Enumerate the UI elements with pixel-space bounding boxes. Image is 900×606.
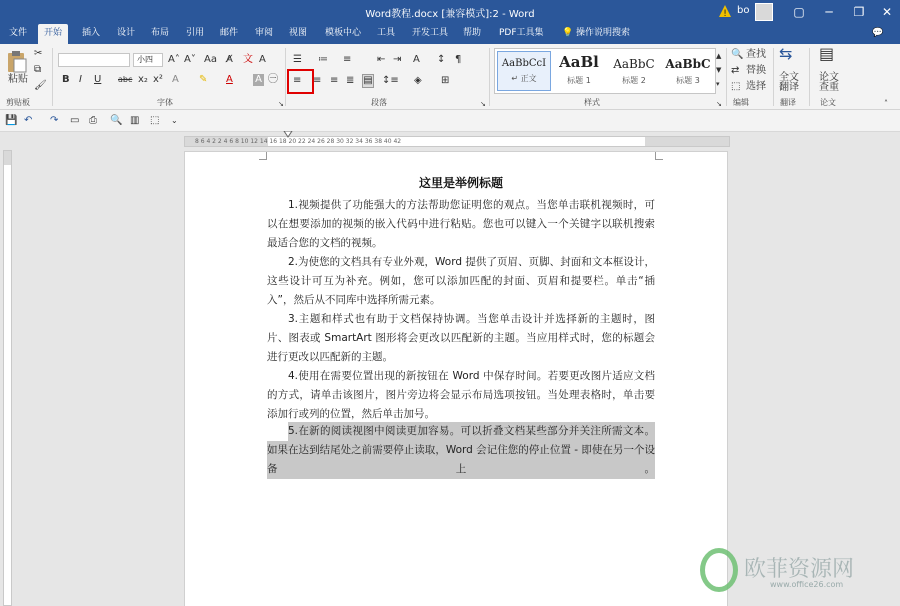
align-left-icon[interactable]: ≡ bbox=[293, 75, 302, 86]
line-spacing-icon[interactable]: ↕≡ bbox=[382, 75, 399, 86]
paragraph-4[interactable]: 4.使用在需要位置出现的新按钮在 Word 中保存时间。若要更改图片适应文档的方式，请单击该图片，图片旁边将会显示布局选项按钮。当处理表格时，单击要添加行或列的位置，然后单击加号。 bbox=[267, 370, 655, 420]
style-name: ↵ 正文 bbox=[511, 74, 537, 83]
tab-template-center[interactable]: 模板中心 bbox=[325, 28, 362, 38]
divider bbox=[489, 48, 490, 106]
sort-icon[interactable]: ↕ bbox=[437, 54, 446, 65]
styles-scroll-down-icon[interactable]: ▼ bbox=[716, 66, 722, 74]
styles-scroll-up-icon[interactable]: ▲ bbox=[716, 52, 722, 60]
paragraph-2[interactable]: 2.为使您的文档具有专业外观，Word 提供了页眉、页脚、封面和文本框设计，这些设计可互为补充。例如，您可以添加匹配的封面、页眉和提要栏。单击“插入”，然后从不同库中选择所需元素。 bbox=[267, 256, 655, 306]
underline-button[interactable]: U bbox=[94, 74, 102, 85]
tab-pdf-tools[interactable]: PDF工具集 bbox=[499, 28, 544, 38]
style-preview: AaBl bbox=[559, 53, 599, 71]
bullets-icon[interactable]: ☰ bbox=[293, 54, 302, 65]
divider bbox=[285, 48, 286, 106]
vertical-scrollbar[interactable] bbox=[888, 150, 900, 606]
text-effects-icon[interactable]: A bbox=[172, 74, 179, 85]
paragraph-dialog-launcher-icon[interactable]: ↘ bbox=[480, 100, 486, 108]
tab-home[interactable]: 开始 bbox=[38, 24, 68, 44]
find-icon[interactable]: 🔍 bbox=[731, 49, 744, 60]
select-icon[interactable]: ⬚ bbox=[731, 81, 741, 92]
translate-icon[interactable]: ⇆ bbox=[779, 44, 793, 63]
undo-icon[interactable]: ↶ bbox=[24, 115, 33, 126]
decrease-indent-icon[interactable]: ⇤ bbox=[377, 54, 386, 65]
paragraph-3[interactable]: 3.主题和样式也有助于文档保持协调。当您单击设计并选择新的主题时，图片、图表或 SmartArt 图形将会更改以匹配新的主题。当应用样式时，您的标题会进行更改以匹配新的主题。 bbox=[267, 313, 655, 363]
print-preview-icon[interactable]: ▭ bbox=[70, 115, 80, 126]
paste-icon[interactable] bbox=[6, 50, 28, 74]
select-button[interactable]: 选择 bbox=[746, 81, 766, 92]
touch-mode-icon[interactable]: ⬚ bbox=[150, 115, 160, 126]
change-case-icon[interactable]: Aa bbox=[204, 54, 217, 65]
minimize-button[interactable]: ─ bbox=[825, 5, 833, 19]
font-size-select[interactable]: 小四 bbox=[133, 53, 163, 67]
ruler-right-margin bbox=[645, 137, 729, 146]
group-label-styles: 样式 bbox=[584, 98, 600, 107]
numbering-icon[interactable]: ≔ bbox=[318, 54, 328, 65]
multilevel-list-icon[interactable]: ≡ bbox=[343, 54, 352, 65]
increase-indent-icon[interactable]: ⇥ bbox=[393, 54, 402, 65]
maximize-button[interactable]: ❐ bbox=[853, 5, 865, 19]
paper-check-line2[interactable]: 查重 bbox=[819, 82, 839, 93]
cut-icon[interactable]: ✂ bbox=[34, 48, 43, 59]
ribbon-display-options-icon[interactable]: ▢ bbox=[793, 5, 805, 19]
paper-check-icon[interactable]: ▤ bbox=[819, 44, 835, 63]
styles-dialog-launcher-icon[interactable]: ↘ bbox=[716, 100, 722, 108]
divider bbox=[726, 48, 727, 106]
tab-help[interactable]: 帮助 bbox=[463, 28, 482, 38]
strikethrough-button[interactable]: abc bbox=[118, 75, 133, 84]
divider bbox=[809, 48, 810, 106]
paper-check-line1[interactable]: 论文 bbox=[819, 72, 839, 83]
group-label-paper: 论文 bbox=[820, 98, 836, 107]
style-name: 标题 3 bbox=[676, 76, 700, 85]
style-heading-3[interactable] bbox=[661, 51, 715, 91]
paragraph-5-selected[interactable]: 5.在新的阅读视图中阅读更加容易。可以折叠文档某些部分并关注所需文本。如果在达到结尾处之前需要停止读取，Word 会记住您的停止位置 - 即使在另一个设备上。 bbox=[267, 425, 655, 475]
tab-references[interactable]: 引用 bbox=[186, 28, 205, 38]
redo-icon[interactable]: ↷ bbox=[50, 115, 59, 126]
divider bbox=[773, 48, 774, 106]
horizontal-ruler[interactable] bbox=[184, 136, 730, 147]
watermark bbox=[700, 548, 900, 606]
style-preview: AaBbC bbox=[613, 57, 655, 71]
tab-insert[interactable]: 插入 bbox=[82, 28, 101, 38]
vertical-ruler[interactable] bbox=[3, 150, 12, 606]
group-label-translate: 翻译 bbox=[780, 98, 796, 107]
style-heading-1[interactable] bbox=[552, 51, 606, 91]
avatar[interactable] bbox=[755, 3, 773, 21]
subscript-button[interactable]: x₂ bbox=[138, 74, 148, 85]
replace-button[interactable]: 替换 bbox=[746, 65, 766, 76]
style-heading-2[interactable] bbox=[607, 51, 661, 91]
warning-icon[interactable] bbox=[718, 4, 732, 18]
styles-gallery bbox=[494, 48, 716, 94]
tab-developer[interactable]: 开发工具 bbox=[412, 28, 449, 38]
tell-me-search[interactable]: 操作说明搜索 bbox=[576, 28, 631, 38]
styles-more-icon[interactable]: ▾ bbox=[716, 80, 720, 88]
quick-print-icon[interactable]: ⎙ bbox=[89, 115, 97, 126]
shrink-font-icon[interactable]: A˅ bbox=[184, 54, 196, 65]
user-name[interactable]: bo bbox=[737, 5, 750, 16]
highlight-annotation-box bbox=[287, 69, 314, 94]
group-label-editing: 编辑 bbox=[733, 98, 749, 107]
distributed-icon[interactable]: ▤ bbox=[363, 75, 373, 86]
align-center-icon[interactable]: ≡ bbox=[313, 75, 322, 86]
document-page[interactable] bbox=[184, 151, 728, 606]
translate-button-line2[interactable]: 翻译 bbox=[779, 82, 799, 93]
replace-icon[interactable]: ⇄ bbox=[731, 65, 740, 76]
superscript-button[interactable]: x² bbox=[153, 74, 163, 85]
group-label-clipboard: 剪贴板 bbox=[6, 98, 30, 107]
style-normal[interactable] bbox=[497, 51, 551, 91]
comments-icon[interactable]: 💬 bbox=[872, 28, 884, 38]
clear-formatting-icon[interactable]: A̸ bbox=[226, 54, 233, 65]
style-name: 标题 1 bbox=[567, 76, 591, 85]
style-preview: AaBbCcI bbox=[501, 58, 547, 69]
watermark-logo-icon bbox=[700, 548, 738, 592]
quick-access-toolbar bbox=[0, 110, 900, 132]
grow-font-icon[interactable]: A˄ bbox=[168, 54, 180, 65]
ruler-labels: 8 6 4 2 2 4 6 8 10 12 14 16 18 20 22 24 26 28 30 32 34 36 38 40 42 bbox=[195, 138, 402, 145]
spelling-icon[interactable]: ▥ bbox=[130, 115, 140, 126]
watermark-url: www.office26.com bbox=[770, 580, 844, 589]
svg-text:!: ! bbox=[723, 9, 727, 18]
tab-review[interactable]: 审阅 bbox=[255, 28, 274, 38]
paragraph-1[interactable]: 1.视频提供了功能强大的方法帮助您证明您的观点。当您单击联机视频时，可以在想要添加的视频的嵌入代码中进行粘贴。您也可以键入一个关键字以联机搜索最适合您的文档的视频。 bbox=[267, 199, 655, 249]
italic-button[interactable]: I bbox=[79, 74, 82, 85]
tab-view[interactable]: 视图 bbox=[289, 28, 308, 38]
shading-icon[interactable]: ◈ bbox=[414, 75, 422, 86]
group-label-paragraph: 段落 bbox=[371, 98, 387, 107]
ribbon bbox=[0, 44, 900, 110]
corner-mark bbox=[655, 152, 663, 160]
corner-mark bbox=[259, 152, 267, 160]
chinese-layout-icon[interactable]: A bbox=[413, 54, 420, 65]
customize-qat-icon[interactable]: ⌄ bbox=[171, 116, 178, 125]
font-dialog-launcher-icon[interactable]: ↘ bbox=[278, 100, 284, 108]
translate-button-line1[interactable]: 全文 bbox=[779, 72, 799, 83]
style-name: 标题 2 bbox=[622, 76, 646, 85]
copy-icon[interactable]: ⧉ bbox=[34, 64, 42, 75]
bold-button[interactable]: B bbox=[62, 74, 70, 85]
collapse-ribbon-icon[interactable]: ˄ bbox=[884, 99, 888, 108]
watermark-text: 欧菲资源网 bbox=[744, 557, 855, 582]
ruler-top-margin bbox=[4, 151, 11, 165]
ribbon-tabs bbox=[0, 24, 900, 44]
character-border-icon[interactable]: A bbox=[259, 54, 266, 65]
justify-icon[interactable]: ≣ bbox=[346, 75, 355, 86]
document-title[interactable]: 这里是举例标题 bbox=[418, 176, 503, 190]
highlight-icon[interactable]: ✎ bbox=[199, 74, 208, 85]
character-shading-icon[interactable]: A bbox=[253, 74, 264, 86]
title-bar bbox=[0, 0, 900, 24]
divider bbox=[52, 48, 53, 106]
tab-mailings[interactable]: 邮件 bbox=[220, 28, 239, 38]
window-title: Word教程.docx [兼容模式]:2 - Word bbox=[365, 9, 535, 20]
style-preview: AaBbC bbox=[665, 57, 711, 71]
tab-tools[interactable]: 工具 bbox=[377, 28, 396, 38]
phonetic-guide-icon[interactable]: 文 bbox=[243, 54, 253, 65]
borders-icon[interactable]: ⊞ bbox=[441, 75, 450, 86]
enclose-characters-icon[interactable]: ㊀ bbox=[268, 74, 278, 85]
tab-layout[interactable]: 布局 bbox=[151, 28, 170, 38]
tab-design[interactable]: 设计 bbox=[117, 28, 136, 38]
tab-file[interactable]: 文件 bbox=[9, 28, 28, 38]
lightbulb-icon[interactable]: 💡 bbox=[562, 28, 574, 38]
show-marks-icon[interactable]: ¶ bbox=[455, 54, 462, 65]
align-right-icon[interactable]: ≡ bbox=[330, 75, 339, 86]
group-label-font: 字体 bbox=[157, 98, 173, 107]
save-icon[interactable]: 💾 bbox=[5, 115, 18, 126]
font-color-icon[interactable]: A bbox=[226, 74, 233, 85]
indent-marker-icon[interactable] bbox=[283, 131, 293, 139]
font-name-select[interactable] bbox=[58, 53, 130, 67]
preview-icon[interactable]: 🔍 bbox=[110, 115, 123, 126]
close-button[interactable]: ✕ bbox=[881, 5, 893, 19]
find-button[interactable]: 查找 bbox=[746, 49, 766, 60]
paste-button[interactable]: 粘贴 bbox=[8, 74, 28, 85]
format-painter-icon[interactable]: 🖌 bbox=[34, 80, 47, 91]
